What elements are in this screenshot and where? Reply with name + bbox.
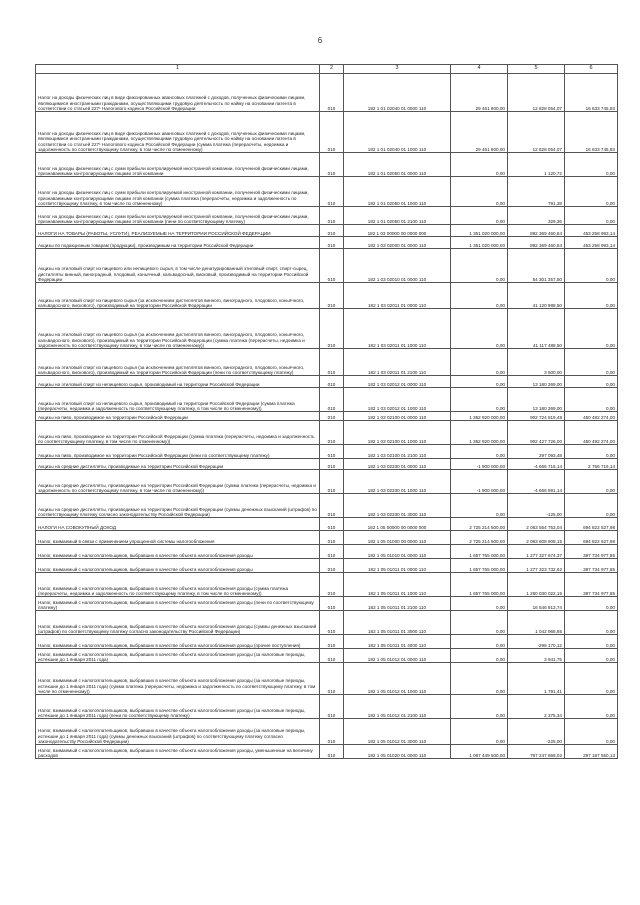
row-fact: 902 427 726,00 bbox=[508, 421, 565, 445]
row-fact: 16 546 913,74 bbox=[508, 597, 565, 611]
row-name: Акцизы на этиловый спирт из непищевого сырья, производимый на территории Российской Федерации (сумма платежа (перерасчеты, недоимка и задолженность по соответствующему платежу, в том числе по отмененному)) bbox=[36, 388, 320, 412]
table-row bbox=[36, 283, 618, 309]
row-plan: 1 067 449 500,00 bbox=[451, 745, 508, 759]
row-rest: 0,00 bbox=[565, 635, 618, 649]
row-rest: 0,00 bbox=[565, 445, 618, 459]
row-name: Акцизы на средние дистилляты, производимые на территории Российской Федерации bbox=[36, 459, 320, 470]
row-plan: 0,00 bbox=[451, 611, 508, 635]
row-rest: 0,00 bbox=[565, 649, 618, 663]
row-fact: 791,38 bbox=[508, 177, 565, 207]
row-kbk: 182 1 03 02330 01 1000 110 bbox=[344, 470, 451, 494]
row-code: 010 bbox=[320, 663, 344, 695]
row-rest: 0,00 bbox=[565, 153, 618, 177]
row-code: 010 bbox=[320, 421, 344, 445]
row-fact: -4 666 591,14 bbox=[508, 470, 565, 494]
row-plan: 2 725 214 500,00 bbox=[451, 531, 508, 545]
table-row bbox=[36, 225, 618, 237]
row-code: 010 bbox=[320, 531, 344, 545]
row-plan: 0,00 bbox=[451, 445, 508, 459]
table-row bbox=[36, 663, 618, 695]
row-plan: 1 351 020 000,00 bbox=[451, 225, 508, 237]
table-row bbox=[36, 249, 618, 283]
row-fact: 2 063 608 908,15 bbox=[508, 531, 565, 545]
row-plan: 0,00 bbox=[451, 719, 508, 745]
row-rest: 0,00 bbox=[565, 494, 618, 518]
row-kbk: 182 1 05 01011 01 1000 110 bbox=[344, 573, 451, 597]
row-code: 010 bbox=[320, 635, 344, 649]
row-rest: 453 258 993,14 bbox=[565, 237, 618, 249]
row-rest: 0,00 bbox=[565, 207, 618, 225]
row-kbk: 182 1 01 02040 01 1000 110 bbox=[344, 112, 451, 153]
table-row bbox=[36, 74, 618, 112]
row-fact: 54 301 357,50 bbox=[508, 249, 565, 283]
row-name: Акцизы на этиловый спирт из пищевого или непищевого сырья, в том числе денатурированный этиловый спирт, спирт-сырец, дистилляты винный, виноградный, плодовый, коньячный, кальвадосный, висковый, производимый на территории Российской Федерации bbox=[36, 249, 320, 283]
row-rest: 0,00 bbox=[565, 376, 618, 388]
row-plan: 0,00 bbox=[451, 309, 508, 349]
column-header: 4 bbox=[451, 65, 508, 74]
row-fact: 2 375,34 bbox=[508, 695, 565, 719]
table-row bbox=[36, 177, 618, 207]
row-kbk: 182 1 05 01012 01 3000 110 bbox=[344, 719, 451, 745]
row-plan: 0,00 bbox=[451, 597, 508, 611]
row-kbk: 182 1 01 02050 01 1000 110 bbox=[344, 177, 451, 207]
row-plan: 1 352 920 000,00 bbox=[451, 421, 508, 445]
row-plan: 0,00 bbox=[451, 695, 508, 719]
table-row bbox=[36, 635, 618, 649]
table-row bbox=[36, 545, 618, 559]
row-rest: 0,00 bbox=[565, 695, 618, 719]
page-number: 6 bbox=[317, 36, 323, 45]
row-code: 010 bbox=[320, 611, 344, 635]
row-plan: 0,00 bbox=[451, 649, 508, 663]
table-row bbox=[36, 611, 618, 635]
row-name: Налог, взимаемый с налогоплательщиков, выбравших в качестве объекта налогообложения доходы (суммы денежных взысканий (штрафов) по соответствующему платежу согласно законодательству Российской Федерации) bbox=[36, 611, 320, 635]
column-header: 2 bbox=[320, 65, 344, 74]
table-row bbox=[36, 573, 618, 597]
row-plan: 0,00 bbox=[451, 494, 508, 518]
row-rest: 0,00 bbox=[565, 611, 618, 635]
row-rest: 0,00 bbox=[565, 388, 618, 412]
row-code: 010 bbox=[320, 207, 344, 225]
row-plan: 1 352 920 000,00 bbox=[451, 412, 508, 421]
row-plan: 1 657 765 000,00 bbox=[451, 559, 508, 573]
row-code: 010 bbox=[320, 573, 344, 597]
table-row bbox=[36, 112, 618, 153]
row-name: НАЛОГИ НА ТОВАРЫ (РАБОТЫ, УСЛУГИ), РЕАЛИЗУЕМЫЕ НА ТЕРРИТОРИИ РОССИЙСКОЙ ФЕДЕРАЦИИ bbox=[36, 225, 320, 237]
row-rest: 16 633 745,93 bbox=[565, 74, 618, 112]
table-row bbox=[36, 412, 618, 421]
column-header: 3 bbox=[344, 65, 451, 74]
row-code: 010 bbox=[320, 719, 344, 745]
row-code: 010 bbox=[320, 283, 344, 309]
row-name: Налог, взимаемый с налогоплательщиков, выбравших в качестве объекта налогообложения доходы (сумма платежа (перерасчеты, недоимка и задолженность по соответствующему платежу, в том числе по отмененному)) bbox=[36, 573, 320, 597]
row-name: Акцизы на этиловый спирт из пищевого сырья (за исключением дистиллятов винного, виноградного, плодового, коньячного, кальвадосного, вискового), производимый на территории Российской Федерации (пени по соответствующему платежу) bbox=[36, 349, 320, 376]
row-fact: 902 724 819,48 bbox=[508, 412, 565, 421]
row-kbk: 182 1 05 01020 01 0000 110 bbox=[344, 745, 451, 759]
table-row bbox=[36, 349, 618, 376]
row-rest: 694 822 527,98 bbox=[565, 531, 618, 545]
row-plan: 0,00 bbox=[451, 635, 508, 649]
row-code: 010 bbox=[320, 177, 344, 207]
row-code: 010 bbox=[320, 649, 344, 663]
row-code: 010 bbox=[320, 225, 344, 237]
row-plan: 0,00 bbox=[451, 388, 508, 412]
row-kbk: 182 1 05 01011 01 3000 110 bbox=[344, 611, 451, 635]
table-row bbox=[36, 459, 618, 470]
row-kbk: 182 1 05 01000 00 0000 110 bbox=[344, 531, 451, 545]
row-code: 010 bbox=[320, 695, 344, 719]
table-row bbox=[36, 309, 618, 349]
row-rest: 2 766 716,14 bbox=[565, 459, 618, 470]
row-name: Налог, взимаемый с налогоплательщиков, выбравших в качестве объекта налогообложения доходы (за налоговые периоды, истекшие до 1 января 2011 года) (сумма платежа (перерасчеты, недоимка и задолженность по соответствующему платежу, в том числе по отмененному)) bbox=[36, 663, 320, 695]
row-rest: 16 633 745,93 bbox=[565, 112, 618, 153]
row-kbk: 182 1 03 02330 01 3000 110 bbox=[344, 494, 451, 518]
table-row bbox=[36, 237, 618, 249]
table-row bbox=[36, 695, 618, 719]
row-fact: 1 277 327 674,37 bbox=[508, 545, 565, 559]
table-row bbox=[36, 531, 618, 545]
row-name: Акцизы на пиво, производимое на территории Российской Федерации (пени по соответствующему платежу) bbox=[36, 445, 320, 459]
row-kbk: 182 1 05 01012 01 1000 110 bbox=[344, 663, 451, 695]
row-name: Налог, взимаемый с налогоплательщиков, выбравших в качестве объекта налогообложения доходы bbox=[36, 559, 320, 573]
row-name: Акцизы по подакцизным товарам (продукции), производимым на территории Российской Федерации bbox=[36, 237, 320, 249]
row-rest: 0,00 bbox=[565, 719, 618, 745]
row-rest: 694 822 527,98 bbox=[565, 518, 618, 531]
row-kbk: 182 1 05 01010 01 0000 110 bbox=[344, 545, 451, 559]
row-code: 010 bbox=[320, 249, 344, 283]
row-fact: 1 042 966,85 bbox=[508, 611, 565, 635]
row-kbk: 182 1 03 02100 01 2100 110 bbox=[344, 445, 451, 459]
row-rest: 0,00 bbox=[565, 349, 618, 376]
row-name: Акцизы на этиловый спирт из пищевого сырья (за исключением дистиллятов винного, виноградного, плодового, коньячного, кальвадосного, вискового), производимый на территории Российской Федерации (сумма платежа (перерасчеты, недоимка и задолженность по соответствующему платежу, в том числе по отмененному)) bbox=[36, 309, 320, 349]
row-kbk: 182 1 03 02330 01 0000 110 bbox=[344, 459, 451, 470]
table-row bbox=[36, 494, 618, 518]
budget-report-table bbox=[35, 64, 618, 759]
row-code: 010 bbox=[320, 309, 344, 349]
table-row bbox=[36, 388, 618, 412]
table-row bbox=[36, 518, 618, 531]
row-rest: 0,00 bbox=[565, 663, 618, 695]
row-rest: 0,00 bbox=[565, 597, 618, 611]
row-kbk: 182 1 01 02040 01 0000 110 bbox=[344, 74, 451, 112]
row-name: Акцизы на этиловый спирт из пищевого сырья (за исключением дистиллятов винного, виноградного, плодового, коньячного, кальвадосного, вискового), производимый на территории Российской Федерации bbox=[36, 283, 320, 309]
row-rest: 397 734 977,85 bbox=[565, 573, 618, 597]
row-plan: 0,00 bbox=[451, 376, 508, 388]
row-rest: 397 734 977,85 bbox=[565, 545, 618, 559]
table-row bbox=[36, 470, 618, 494]
row-kbk: 182 1 01 02050 01 2100 110 bbox=[344, 207, 451, 225]
row-rest: 0,00 bbox=[565, 470, 618, 494]
row-code: 010 bbox=[320, 470, 344, 494]
row-kbk: 182 1 03 02100 01 1000 110 bbox=[344, 421, 451, 445]
row-name: Акцизы на средние дистилляты, производимые на территории Российской Федерации (суммы денежных взысканий (штрафов) по соответствующему платежу согласно законодательству Российской Федерации) bbox=[36, 494, 320, 518]
row-fact: -125,00 bbox=[508, 494, 565, 518]
row-code: 010 bbox=[320, 597, 344, 611]
column-header: 5 bbox=[508, 65, 565, 74]
table-row bbox=[36, 445, 618, 459]
row-fact: 297 093,48 bbox=[508, 445, 565, 459]
row-plan: 0,00 bbox=[451, 283, 508, 309]
row-plan: 0,00 bbox=[451, 663, 508, 695]
row-kbk: 182 1 03 02012 01 0000 110 bbox=[344, 376, 451, 388]
row-rest: 0,00 bbox=[565, 309, 618, 349]
table-row bbox=[36, 153, 618, 177]
row-rest: 453 258 993,14 bbox=[565, 225, 618, 237]
table-row bbox=[36, 719, 618, 745]
row-name: Акцизы на пиво, производимое на территории Российской Федерации (сумма платежа (перерасчеты, недоимка и задолженность по соответствующему платежу, в том числе по отмененному)) bbox=[36, 421, 320, 445]
row-name: Налог на доходы физических лиц с сумм прибыли контролируемой иностранной компании, полученной физическими лицами, признаваемыми контролирующими лицами этой компании bbox=[36, 153, 320, 177]
column-header: 1 bbox=[36, 65, 320, 74]
row-plan: 1 657 765 000,00 bbox=[451, 545, 508, 559]
row-fact: 767 247 868,02 bbox=[508, 745, 565, 759]
table-row bbox=[36, 559, 618, 573]
table-row bbox=[36, 207, 618, 225]
row-fact: 3 941,75 bbox=[508, 649, 565, 663]
row-name: Налог, взимаемый с налогоплательщиков, выбравших в качестве объекта налогообложения доходы (пени по соответствующему платежу) bbox=[36, 597, 320, 611]
row-code: 010 bbox=[320, 349, 344, 376]
row-name: Налог, взимаемый в связи с применением упрощенной системы налогообложения bbox=[36, 531, 320, 545]
row-name: Налог, взимаемый с налогоплательщиков, выбравших в качестве объекта налогообложения доходы bbox=[36, 545, 320, 559]
row-rest: 0,00 bbox=[565, 283, 618, 309]
table-row bbox=[36, 421, 618, 445]
row-code: 010 bbox=[320, 112, 344, 153]
row-kbk: 182 1 03 02000 01 0000 110 bbox=[344, 237, 451, 249]
table-row bbox=[36, 597, 618, 611]
row-rest: 297 187 550,13 bbox=[565, 745, 618, 759]
row-name: Налог, взимаемый с налогоплательщиков, выбравших в качестве объекта налогообложения доходы (прочие поступления) bbox=[36, 635, 320, 649]
row-kbk: 182 1 03 02012 01 1000 110 bbox=[344, 388, 451, 412]
row-code: 010 bbox=[320, 518, 344, 531]
row-code: 010 bbox=[320, 545, 344, 559]
row-name: Налог, взимаемый с налогоплательщиков, выбравших в качестве объекта налогообложения доходы (за налоговые периоды, истекшие до 1 января 2011 года) (пени по соответствующему платежу) bbox=[36, 695, 320, 719]
row-code: 010 bbox=[320, 494, 344, 518]
row-code: 010 bbox=[320, 74, 344, 112]
row-plan: 0,00 bbox=[451, 349, 508, 376]
row-fact: 1 791,41 bbox=[508, 663, 565, 695]
row-fact: 892 369 460,84 bbox=[508, 225, 565, 237]
row-code: 010 bbox=[320, 459, 344, 470]
row-fact: -4 666 716,14 bbox=[508, 459, 565, 470]
row-name: Налог, взимаемый с налогоплательщиков, выбравших в качестве объекта налогообложения доходы, уменьшенные на величину расходов bbox=[36, 745, 320, 759]
row-code: 010 bbox=[320, 237, 344, 249]
row-code: 010 bbox=[320, 412, 344, 421]
row-name: Налог на доходы физических лиц в виде фиксированных авансовых платежей с доходов, полученных физическими лицами, являющимися иностранными гражданами, осуществляющими трудовую деятельность по найму на основании патента в соответствии со статьей 227¹ Налогового кодекса Российской Федерации (сумма платежа (перерасчеты, недоимка и задолженность по соответствующему платежу, в том числе по отмененному) bbox=[36, 112, 320, 153]
row-fact: 1 120,72 bbox=[508, 153, 565, 177]
row-name: Налог, взимаемый с налогоплательщиков, выбравших в качестве объекта налогообложения доходы (за налоговые периоды, истекшие до 1 января 2011 года) (суммы денежных взысканий (штрафов) по соответствующему платежу согласно законодательству Российской Федерации) bbox=[36, 719, 320, 745]
table-row bbox=[36, 745, 618, 759]
table-row bbox=[36, 376, 618, 388]
row-rest: 0,00 bbox=[565, 177, 618, 207]
row-plan: -1 900 000,00 bbox=[451, 470, 508, 494]
row-fact: 12 828 054,07 bbox=[508, 112, 565, 153]
row-fact: 41 120 988,50 bbox=[508, 283, 565, 309]
row-kbk: 182 1 05 01011 01 0000 110 bbox=[344, 559, 451, 573]
row-plan: 29 461 800,00 bbox=[451, 112, 508, 153]
row-code: 010 bbox=[320, 153, 344, 177]
row-name: Акцизы на средние дистилляты, производимые на территории Российской Федерации (сумма платежа (перерасчеты, недоимка и задолженность по соответствующему платежу, в том числе по отмененному)) bbox=[36, 470, 320, 494]
row-kbk: 182 1 01 02050 01 0000 110 bbox=[344, 153, 451, 177]
row-fact: 1 277 323 732,62 bbox=[508, 559, 565, 573]
row-kbk: 182 1 03 00000 00 0000 000 bbox=[344, 225, 451, 237]
row-fact: 12 828 054,07 bbox=[508, 74, 565, 112]
row-kbk: 182 1 03 02011 01 2100 110 bbox=[344, 349, 451, 376]
row-plan: 0,00 bbox=[451, 207, 508, 225]
row-name: НАЛОГИ НА СОВОКУПНЫЙ ДОХОД bbox=[36, 518, 320, 531]
row-code: 010 bbox=[320, 445, 344, 459]
row-name: Акцизы на пиво, производимое на территории Российской Федерации bbox=[36, 412, 320, 421]
row-name: Налог на доходы физических лиц в виде фиксированных авансовых платежей с доходов, полученных физическими лицами, являющимися иностранными гражданами, осуществляющими трудовую деятельность по найму на основании патента в соответствии со статьей 227¹ Налогового кодекса Российской Федерации bbox=[36, 74, 320, 112]
row-kbk: 182 1 03 02011 01 1000 110 bbox=[344, 309, 451, 349]
row-code: 010 bbox=[320, 745, 344, 759]
row-fact: -225,00 bbox=[508, 719, 565, 745]
row-fact: 1 260 030 022,15 bbox=[508, 573, 565, 597]
row-code: 010 bbox=[320, 376, 344, 388]
row-kbk: 182 1 05 01011 01 4000 110 bbox=[344, 635, 451, 649]
row-code: 010 bbox=[320, 559, 344, 573]
row-fact: -298 170,12 bbox=[508, 635, 565, 649]
row-kbk: 182 1 05 00000 00 0000 000 bbox=[344, 518, 451, 531]
row-rest: 450 492 274,00 bbox=[565, 421, 618, 445]
row-plan: 0,00 bbox=[451, 177, 508, 207]
row-kbk: 182 1 03 02100 01 0000 110 bbox=[344, 412, 451, 421]
row-fact: 329,36 bbox=[508, 207, 565, 225]
row-fact: 13 180 369,00 bbox=[508, 376, 565, 388]
row-fact: 13 180 369,00 bbox=[508, 388, 565, 412]
row-name: Налог на доходы физических лиц с сумм прибыли контролируемой иностранной компании, полученной физическими лицами, признаваемыми контролирующими лицами этой компании (пени по соответствующему платежу) bbox=[36, 207, 320, 225]
row-plan: 0,00 bbox=[451, 249, 508, 283]
row-kbk: 182 1 05 01011 01 2100 110 bbox=[344, 597, 451, 611]
row-plan: -1 900 000,00 bbox=[451, 459, 508, 470]
row-plan: 1 657 765 000,00 bbox=[451, 573, 508, 597]
row-code: 010 bbox=[320, 388, 344, 412]
row-kbk: 182 1 05 01012 01 0000 110 bbox=[344, 649, 451, 663]
row-fact: 41 117 488,50 bbox=[508, 309, 565, 349]
row-rest: 450 482 274,00 bbox=[565, 412, 618, 421]
row-rest: 397 734 977,85 bbox=[565, 559, 618, 573]
row-kbk: 182 1 03 02010 01 0000 110 bbox=[344, 249, 451, 283]
column-header: 6 bbox=[565, 65, 618, 74]
table-row bbox=[36, 649, 618, 663]
row-plan: 0,00 bbox=[451, 153, 508, 177]
row-kbk: 182 1 03 02011 01 0000 110 bbox=[344, 283, 451, 309]
row-plan: 2 725 214 500,00 bbox=[451, 518, 508, 531]
row-name: Акцизы на этиловый спирт из непищевого сырья, производимый на территории Российской Федерации bbox=[36, 376, 320, 388]
row-plan: 29 461 800,00 bbox=[451, 74, 508, 112]
table-header-row bbox=[36, 65, 618, 74]
row-name: Налог, взимаемый с налогоплательщиков, выбравших в качестве объекта налогообложения доходы (за налоговые периоды, истекшие до 1 января 2011 года) bbox=[36, 649, 320, 663]
row-fact: 3 500,00 bbox=[508, 349, 565, 376]
row-fact: 2 063 554 753,04 bbox=[508, 518, 565, 531]
row-rest: 0,00 bbox=[565, 249, 618, 283]
row-name: Налог на доходы физических лиц с сумм прибыли контролируемой иностранной компании, полученной физическими лицами, признаваемыми контролирующими лицами этой компании (сумма платежа (перерасчеты, недоимка и задолженность по соответствующему платежу, в том числе по отмененному) bbox=[36, 177, 320, 207]
row-plan: 1 351 020 000,00 bbox=[451, 237, 508, 249]
row-kbk: 182 1 05 01012 01 2100 110 bbox=[344, 695, 451, 719]
row-fact: 892 369 460,84 bbox=[508, 237, 565, 249]
